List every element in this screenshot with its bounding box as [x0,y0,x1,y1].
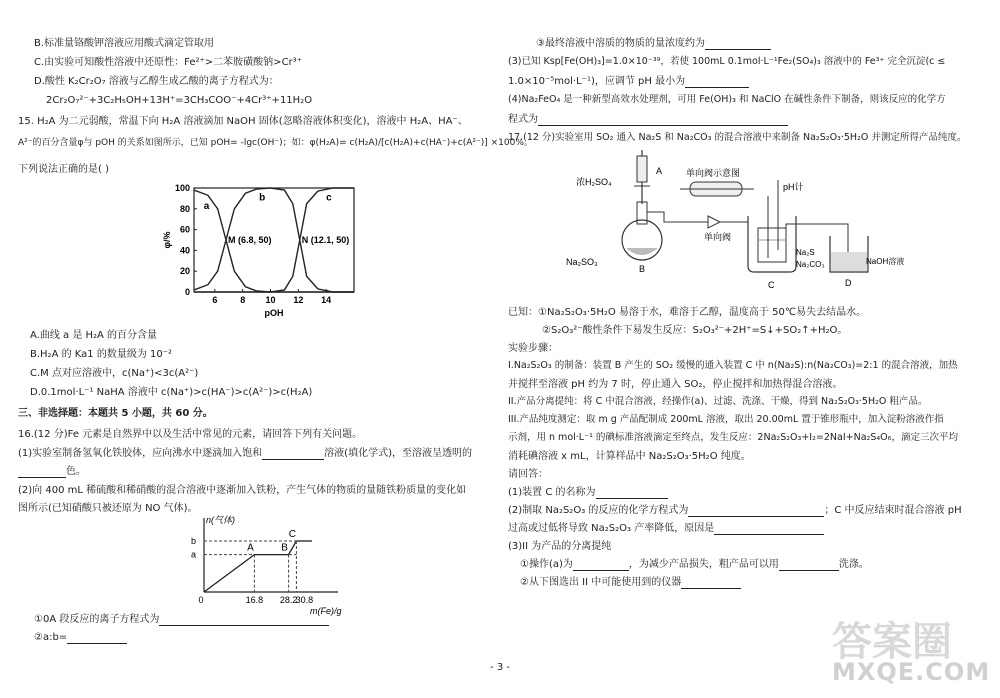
q15-stem-2: A²⁻的百分含量φ与 pOH 的关系如图所示，已知 pOH= -lgc(OH⁻)；如：φ(H₂A)= c(H₂A)/[c(H₂A)+c(HA⁻)+c(A²⁻)] ×100%。 [18,138,533,148]
point-annotation: M (6.8, 50) [228,235,272,245]
label-naoh: NaOH溶液 [866,257,905,266]
answer-2-text-b: ；C 中反应结束时混合溶液 pH [824,505,962,516]
y-tick-label: 60 [179,224,190,235]
q16-part3-b [508,76,749,88]
q17-stem: 17.(12 分)实验室用 SO₂ 通入 Na₂S 和 Na₂CO₃ 的混合溶液中来制备 Na₂S₂O₃·5H₂O 并测定所得产品纯度。 [508,132,967,143]
beaker-d-liquid [831,252,867,271]
answer-blank[interactable] [538,115,788,126]
known-2: ②S₂O₃²⁻酸性条件下易发生反应：S₂O₃²⁻+2H⁺=S↓+SO₂↑+H₂O。 [542,325,848,336]
q15-option-b: B.H₂A 的 Ka1 的数量级为 10⁻² [30,349,173,360]
label-ph: pH计 [783,182,804,192]
answer-blank[interactable] [688,506,824,517]
y-axis-label: n(气体) [206,515,235,525]
label-na2co3: Na₂CO₃ [796,260,825,269]
q15-stem-1: 15. H₂A 为二元弱酸，常温下向 H₂A 溶液滴加 NaOH 固体(忽略溶液体积变化)，溶液中 H₂A、HA⁻、 [18,116,468,127]
origin-label: 0 [198,595,204,605]
y-tick-label: 80 [179,203,190,214]
q15-option-d: D.0.1mol·L⁻¹ NaHA 溶液中 c(Na⁺)>c(HA⁻)>c(A²⁻)>c(H₂A) [30,387,313,398]
q15-stem-3: 下列说法正确的是( ) [18,164,109,175]
x-axis-label: pOH [264,308,284,318]
x-tick-label: 28.2 [279,595,298,605]
answer-1 [508,487,668,499]
answer-1-text: (1)装置 C 的名称为 [508,487,596,498]
x-tick-label: 12 [293,295,304,305]
q14-equation: 2Cr₂O₇²⁻+3C₂H₅OH+13H⁺=3CH₃COO⁻+4Cr³⁺+11H₂O [46,95,313,106]
q16-part1-end [18,466,86,478]
y-tick-label: 100 [174,183,190,193]
q16-part3-a: (3)已知 Ksp[Fe(OH)₃]=1.0×10⁻³⁹，若使 100mL 0.1mol·L⁻¹Fe₂(SO₄)₃ 溶液中的 Fe³⁺ 完全沉淀(c ≤ [508,56,946,67]
funnel-a [637,156,647,182]
answer-3-1-text-c: 洗涤。 [838,559,869,570]
label-a: A [656,166,663,176]
answer-blank[interactable] [714,524,824,535]
answer-2b-text: 过高或过低将导致 Na₂S₂O₃ 产率降低，原因是 [508,523,715,534]
label-valve: 单向阀 [704,232,732,242]
y-axis-label: φ/% [162,231,172,249]
q16-tail-2 [34,632,127,644]
watermark-title: 答案圈 [832,619,952,665]
answer-2b [508,523,824,535]
answer-3-1-text-b: ，为减少产品损失，粗产品可以用 [628,559,779,570]
q16-part1 [18,448,472,460]
answer-blank[interactable] [18,467,66,478]
q16-part1-text-a: (1)实验室制备氢氧化铁胶体，应向沸水中逐滴加入饱和 [18,448,263,459]
q14-option-b: B.标准量铬酸钾溶液应用酸式滴定管取用 [34,38,215,49]
series-label-a: a [203,200,210,212]
step-1a: I.Na₂S₂O₃ 的制备：装置 B 产生的 SO₂ 缓慢的通入装置 C 中 n(Na₂S):n(Na₂CO₃)=2:1 的混合溶液，加热 [508,360,958,371]
q16-tail-2-text: ②a:b= [34,632,68,643]
page-number: - 3 - [490,662,510,673]
watermark-site: MXQE.COM [832,658,991,686]
q16-part1-text-b: 溶液(填化学式)，至溶液呈透明的 [324,448,472,459]
x-tick-label: 6 [212,295,218,305]
y-tick-label: a [190,549,196,560]
answer-3-2 [520,577,741,589]
q16-part3-b-text: 1.0×10⁻⁵mol·L⁻¹)，应调节 pH 最小为 [508,76,686,87]
q16-part4-b-text: 程式为 [508,114,538,125]
watermark [822,610,992,690]
section-heading: 三、非选择题：本题共 5 小题，共 60 分。 [18,408,213,419]
answer-3-2-text: ②从下图选出 II 中可能使用到的仪器 [520,577,682,588]
point-label: C [288,529,297,540]
q16-part4-b [508,114,788,126]
q15-chart [158,180,368,320]
label-na2so3: Na₂SO₃ [566,257,598,267]
y-tick-label: 20 [179,266,190,277]
step-2: II.产品分离提纯：将 C 中混合溶液，经操作(a)、过滤、洗涤、干燥，得到 Na₂S₂O₃·5H₂O 粗产品。 [508,396,928,407]
flask-liquid [626,248,658,255]
apparatus-diagram [566,140,905,300]
y-tick-label: 40 [179,245,190,256]
q16-stem: 16.(12 分)Fe 元素是自然界中以及生活中常见的元素，请回答下列有关问题。 [18,429,363,440]
answer-3: (3)II 为产品的分离提纯 [508,541,612,552]
step-1b: 并搅拌至溶液 pH 约为 7 时，停止通入 SO₂，停止搅拌和加热得混合溶液。 [508,379,843,390]
q16-part2-b: 图所示(已知硝酸只被还原为 NO 气体)。 [18,503,198,514]
answer-blank[interactable] [573,560,629,571]
x-axis-label: m(Fe)/g [310,606,342,616]
point-label: A [247,542,254,554]
q16-part4-a: (4)Na₂FeO₄ 是一种新型高效水处理剂，可用 Fe(OH)₃ 和 NaClO 在碱性条件下制备，则该反应的化学方 [508,94,946,105]
x-tick-label: 14 [321,295,332,305]
q16-chart [168,512,368,616]
answer-blank[interactable] [681,578,741,589]
flask-c [758,228,786,262]
q16-part2-a: (2)向 400 mL 稀硫酸和稀硝酸的混合溶液中逐渐加入铁粉，产生气体的物质的量随铁粉质量的变化如 [18,485,467,496]
answer-blank[interactable] [705,39,771,50]
label-na2s: Na₂S [796,248,815,257]
answer-blank[interactable] [685,77,749,88]
answer-blank[interactable] [262,449,324,460]
answer-heading: 请回答： [508,469,548,480]
q14-option-d: D.酸性 K₂Cr₂O₇ 溶液与乙醇生成乙酸的离子方程式为： [34,76,279,87]
answer-blank[interactable] [779,560,839,571]
label-c: C [768,280,775,290]
q16-part2-3-text: ③最终溶液中溶质的物质的量浓度约为 [536,38,705,49]
q15-option-a: A.曲线 a 是 H₂A 的百分含量 [30,330,158,341]
known-1: 已知：①Na₂S₂O₃·5H₂O 易溶于水，难溶于乙醇，温度高于 50℃易失去结晶水。 [508,307,867,318]
label-valve-title: 单向阀示意图 [686,168,741,178]
answer-blank[interactable] [159,615,329,626]
label-d: D [845,278,852,288]
label-acid: 浓H₂SO₄ [576,177,612,187]
answer-blank[interactable] [596,488,668,499]
series-label-c: c [326,192,332,204]
y-tick-label: b [190,536,196,546]
step-3a: III.产品纯度测定：取 m g 产品配制成 200mL 溶液，取出 20.00mL 置于锥形瓶中，加入淀粉溶液作指 [508,414,944,425]
answer-blank[interactable] [67,633,127,644]
x-tick-label: 30.8 [295,595,314,605]
q16-tail-1 [34,614,329,626]
answer-3-1-text: ①操作(a)为 [520,559,573,570]
step-3b: 示剂，用 n mol·L⁻¹ 的碘标准溶液滴定至终点，发生反应：2Na₂S₂O₃+I₂=2NaI+Na₂S₄O₆，滴定三次平均 [508,432,958,443]
label-b: B [639,264,646,274]
q15-option-c: C.M 点对应溶液中，c(Na⁺)<3c(A²⁻) [30,368,199,379]
x-tick-label: 10 [265,295,276,305]
x-tick-label: 8 [240,295,246,305]
x-tick-label: 16.8 [245,595,264,605]
gas-tube [647,212,748,222]
q16-part2-3 [536,38,771,50]
one-way-valve [708,216,720,228]
answer-2-text: (2)制取 Na₂S₂O₃ 的反应的化学方程式为 [508,505,689,516]
answer-2 [508,505,962,517]
q16-tail-1-text: ①0A 段反应的离子方程式为 [34,614,160,625]
steps-heading: 实验步骤： [508,343,558,354]
y-tick-label: 0 [184,287,190,297]
point-label: B [281,542,288,554]
q16-part1-text-c: 色。 [66,466,86,477]
q14-option-c: C.由实验可知酸性溶液中还原性：Fe²⁺>二苯胺磺酸钠>Cr³⁺ [34,57,302,68]
answer-3-1 [520,559,869,571]
step-3c: 消耗碘溶液 x mL，计算样品中 Na₂S₂O₃·5H₂O 纯度。 [508,451,751,462]
point-annotation: N (12.1, 50) [301,235,350,245]
series-label-b: b [259,192,266,204]
